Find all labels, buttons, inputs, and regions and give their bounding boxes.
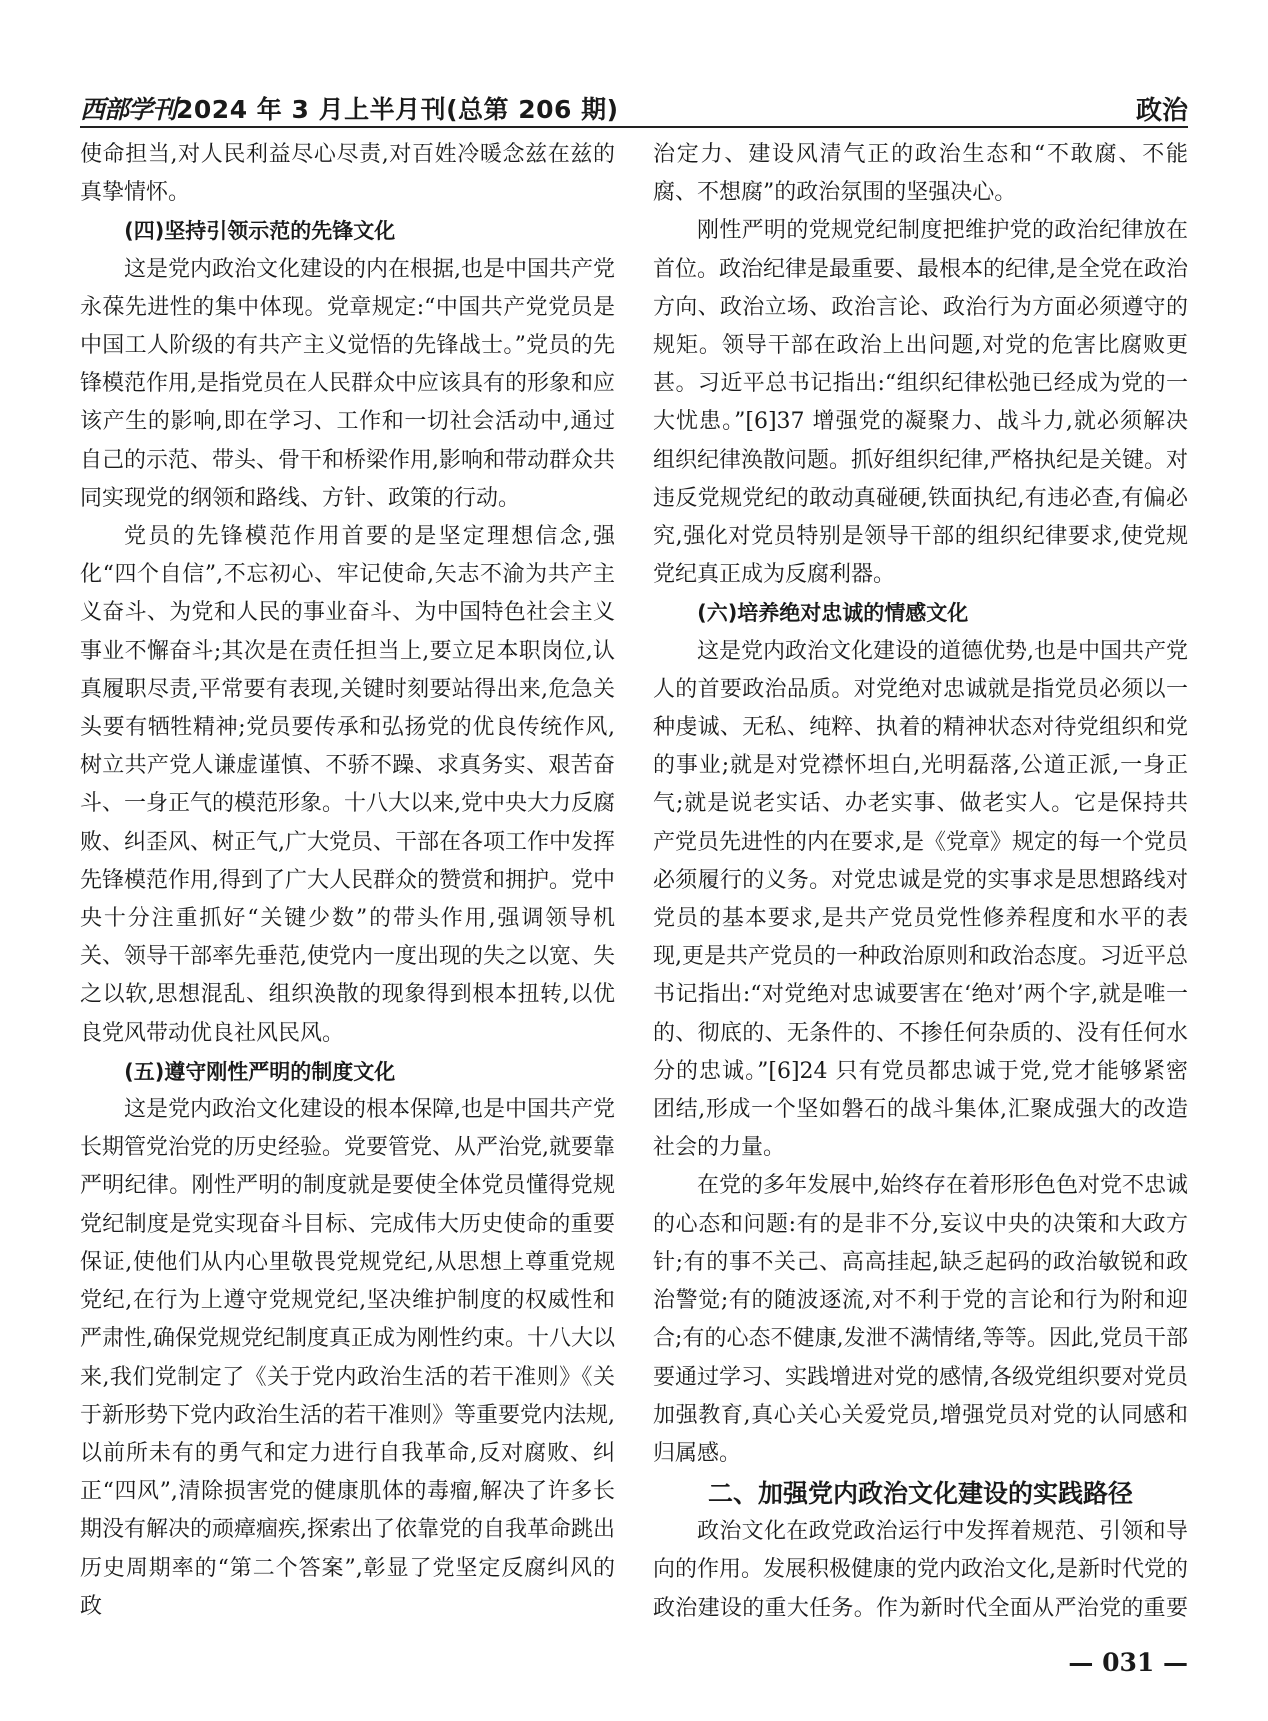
paragraph: 党员的先锋模范作用首要的是坚定理想信念,强化“四个自信”,不忘初心、牢记使命,矢志不渝为共产主义奋斗、为党和人民的事业奋斗、为中国特色社会主义事业不懈奋斗;其次是在责任担当上,要立足本职岗位,认真履职尽责,平常要有表现,关键时刻要站得出来,危急关头要有牺牲精神;党员要传承和弘扬党的优良传统作风,树立共产党人谦虚谨慎、不骄不躁、求真务实、艰苦奋斗、一身正气的模范形象。十八大以来,党中央大力反腐败、纠歪风、树正气,广大党员、干部在各项工作中发挥先锋模范作用,得到了广大人民群众的赞赏和拥护。党中央十分注重抓好“关键少数”的带头作用,强调领导机关、领导干部率先垂范,使党内一度出现的失之以宽、失之以软,思想混乱、组织涣散的现象得到根本扭转,以优良党风带动优良社风民风。 xyxy=(80,524,615,1046)
subheading: (五)遵守刚性严明的制度文化 xyxy=(124,1059,396,1084)
paragraph: 治定力、建设风清气正的政治生态和“不敢腐、不能腐、不想腐”的政治氛围的坚强决心。 xyxy=(653,142,1188,206)
header-rule xyxy=(80,126,1188,128)
paragraph: 刚性严明的党规党纪制度把维护党的政治纪律放在首位。政治纪律是最重要、最根本的纪律,是全党在政治方向、政治立场、政治言论、政治行为方面必须遵守的规矩。领导干部在政治上出问题,对党的危害比腐败更甚。习近平总书记指出:“组织纪律松弛已经成为党的一大忧患。”[6]37 增强党的凝聚力、战斗力,就必须解决组织纪律涣散问题。抓好组织纪律,严格执纪是关键。对违反党规党纪的敢动真碰硬,铁面执纪,有违必查,有偏必究,强化对党员特别是领导干部的组织纪律要求,使党规党纪真正成为反腐利器。 xyxy=(653,218,1188,588)
journal-title xyxy=(80,90,619,126)
paragraph: 政治文化在政党政治运行中发挥着规范、引领和导向的作用。发展积极健康的党内政治文化,是新时代党的政治建设的重大任务。作为新时代全面从严治党的重要 xyxy=(653,1519,1188,1621)
journal-logo: 西部学刊 xyxy=(80,95,177,124)
paragraph: 这是党内政治文化建设的根本保障,也是中国共产党长期管党治党的历史经验。党要管党、从严治党,就要靠严明纪律。刚性严明的制度就是要使全体党员懂得党规党纪制度是党实现奋斗目标、完成伟大历史使命的重要保证,使他们从内心里敬畏党规党纪,从思想上尊重党规党纪,在行为上遵守党规党纪,坚决维护制度的权威性和严肃性,确保党规党纪制度真正成为刚性约束。十八大以来,我们党制定了《关于党内政治生活的若干准则》《关于新形势下党内政治生活的若干准则》等重要党内法规,以前所未有的勇气和定力进行自我革命,反对腐败、纠正“四风”,清除损害党的健康肌体的毒瘤,解决了许多长期没有解决的顽瘴痼疾,探索出了依靠党的自我革命跳出历史周期率的“第二个答案”,彰显了党坚定反腐纠风的政 xyxy=(80,1097,615,1619)
paragraph: 在党的多年发展中,始终存在着形形色色对党不忠诚的心态和问题:有的是非不分,妄议中央的决策和大政方针;有的事不关己、高高挂起,缺乏起码的政治敏锐和政治警觉;有的随波逐流,对不利于党的言论和行为附和迎合;有的心态不健康,发泄不满情绪,等等。因此,党员干部要通过学习、实践增进对党的感情,各级党组织要对党员加强教育,真心关心关爱党员,增强党员对党的认同感和归属感。 xyxy=(653,1173,1188,1466)
paragraph: 这是党内政治文化建设的道德优势,也是中国共产党人的首要政治品质。对党绝对忠诚就是指党员必须以一种虔诚、无私、纯粹、执着的精神状态对待党组织和党的事业;就是对党襟怀坦白,光明磊落,公道正派,一身正气;就是说老实话、办老实事、做老实人。它是保持共产党员先进性的内在要求,是《党章》规定的每一个党员必须履行的义务。对党忠诚是党的实事求是思想路线对党员的基本要求,是共产党员党性修养程度和水平的表现,更是共产党员的一种政治原则和政治态度。习近平总书记指出:“对党绝对忠诚要害在‘绝对’两个字,就是唯一的、彻底的、无条件的、不掺任何杂质的、没有任何水分的忠诚。”[6]24 只有党员都忠诚于党,党才能够紧密团结,形成一个坚如磐石的战斗集体,汇聚成强大的改造社会的力量。 xyxy=(653,638,1188,1161)
section-heading: 二、加强党内政治文化建设的实践路径 xyxy=(707,1479,1133,1509)
paragraph: 这是党内政治文化建设的内在根据,也是中国共产党永葆先进性的集中体现。党章规定:“中国共产党党员是中国工人阶级的有共产主义觉悟的先锋战士。”党员的先锋模范作用,是指党员在人民群众中应该具有的形象和应该产生的影响,即在学习、工作和一切社会活动中,通过自己的示范、带头、骨干和桥梁作用,影响和带动群众共同实现党的纲领和路线、方针、政策的行动。 xyxy=(80,256,615,511)
right-column xyxy=(653,136,1188,1631)
journal-issue: 2024 年 3 月上半月刊(总第 206 期) xyxy=(176,95,619,124)
section-label: 政治 xyxy=(1135,96,1188,126)
page-header xyxy=(80,86,1188,126)
subheading: (四)坚持引领示范的先锋文化 xyxy=(124,219,396,244)
page-number: — 031 — xyxy=(1068,1648,1188,1677)
left-column xyxy=(80,136,615,1631)
paragraph: 使命担当,对人民利益尽心尽责,对百姓冷暖念兹在兹的真挚情怀。 xyxy=(80,142,615,206)
subheading: (六)培养绝对忠诚的情感文化 xyxy=(697,601,969,626)
